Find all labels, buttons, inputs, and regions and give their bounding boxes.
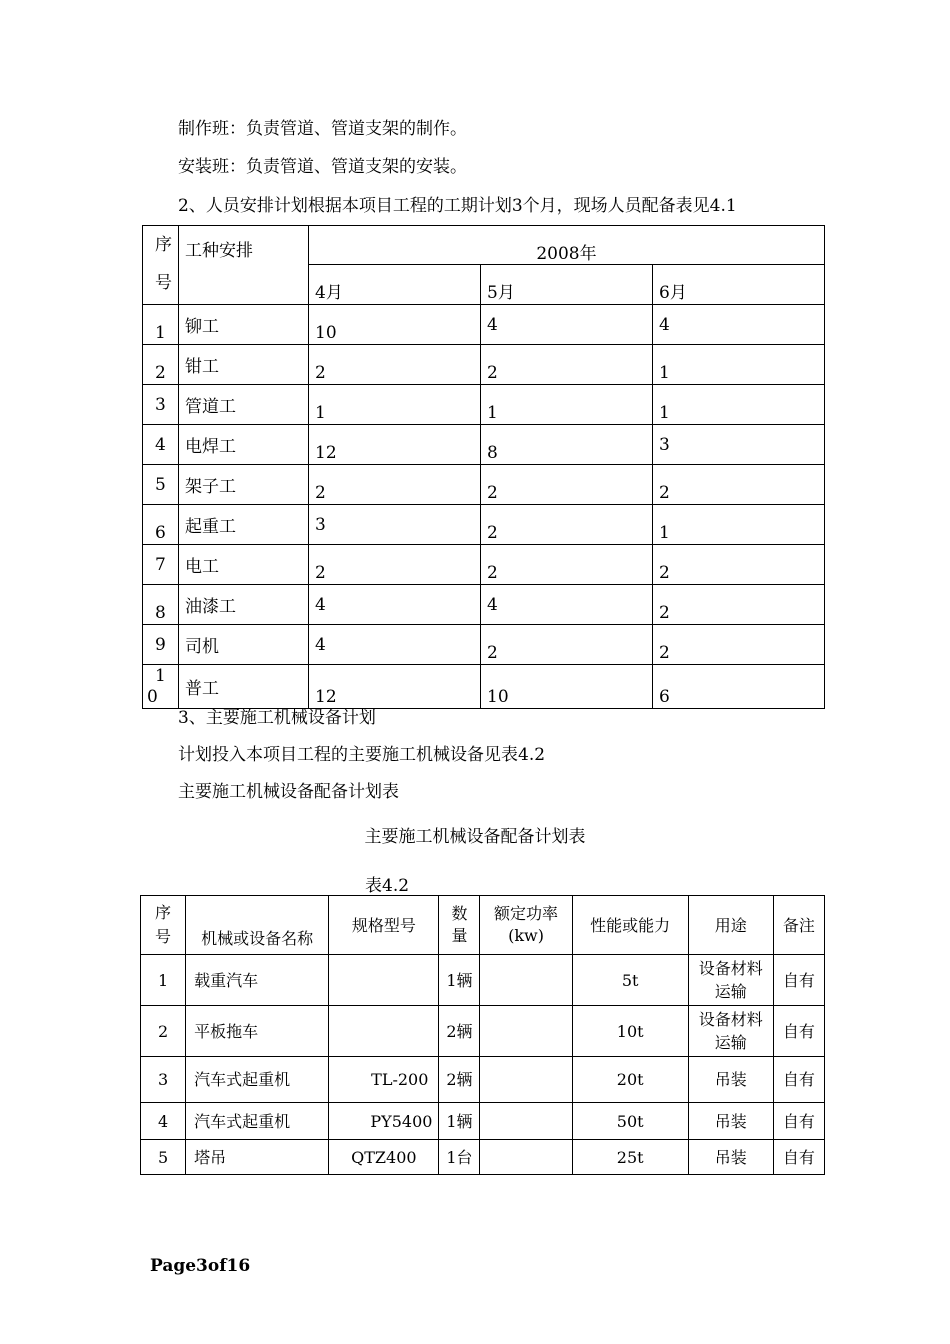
section-heading-equipment: 3、主要施工机械设备计划 — [178, 708, 376, 728]
header-capacity: 性能或能力 — [572, 896, 688, 955]
header-no: 序号 — [141, 896, 186, 955]
table-row: 4 汽车式起重机 PY5400 1辆 50t 吊装 自有 — [141, 1103, 825, 1140]
table-row: 1 铆工 10 4 4 — [143, 305, 825, 345]
table-row: 1 0 普工 12 10 6 — [143, 665, 825, 709]
table-row: 3 汽车式起重机 TL-200 2辆 20t 吊装 自有 — [141, 1057, 825, 1103]
paragraph-equipment-table-name: 主要施工机械设备配备计划表 — [178, 782, 399, 802]
paragraph-equipment-plan: 计划投入本项目工程的主要施工机械设备见表4.2 — [178, 745, 546, 765]
paragraph-staffing-plan: 2、人员安排计划根据本项目工程的工期计划3个月，现场人员配备表见4.1 — [178, 196, 737, 216]
header-year: 2008年 — [309, 226, 825, 265]
header-spec: 规格型号 — [329, 896, 439, 955]
table-row: 9 司机 4 2 2 — [143, 625, 825, 665]
header-no: 序 号 — [143, 226, 179, 305]
table2-caption: 表4.2 — [365, 876, 410, 896]
table-header-row — [141, 896, 825, 955]
table-header-row — [143, 226, 825, 265]
paragraph-production-team: 制作班：负责管道、管道支架的制作。 — [178, 119, 467, 139]
header-month-6: 6月 — [653, 265, 825, 305]
table-row: 3 管道工 1 1 1 — [143, 385, 825, 425]
table-row: 4 电焊工 12 8 3 — [143, 425, 825, 465]
header-use: 用途 — [688, 896, 773, 955]
equipment-table — [140, 895, 825, 1175]
page-footer: Page3of16 — [150, 1256, 251, 1276]
table-row: 6 起重工 3 2 1 — [143, 505, 825, 545]
table-row: 5 架子工 2 2 2 — [143, 465, 825, 505]
table2-title: 主要施工机械设备配备计划表 — [364, 827, 586, 847]
table-row: 7 电工 2 2 2 — [143, 545, 825, 585]
table-row: 5 塔吊 QTZ400 1台 25t 吊装 自有 — [141, 1140, 825, 1175]
header-note: 备注 — [773, 896, 824, 955]
header-month-5: 5月 — [481, 265, 653, 305]
header-job-type: 工种安排 — [179, 226, 309, 305]
header-power: 额定功率 (kw) — [480, 896, 572, 955]
staffing-table — [142, 225, 825, 709]
paragraph-installation-team: 安装班：负责管道、管道支架的安装。 — [178, 157, 467, 177]
header-qty: 数量 — [439, 896, 480, 955]
table-row: 2 钳工 2 2 1 — [143, 345, 825, 385]
table-row: 8 油漆工 4 4 2 — [143, 585, 825, 625]
header-name: 机械或设备名称 — [186, 896, 329, 955]
table-row: 1 载重汽车 1辆 5t 设备材料运输 自有 — [141, 955, 825, 1006]
table-row: 2 平板拖车 2辆 10t 设备材料运输 自有 — [141, 1006, 825, 1057]
header-month-4: 4月 — [309, 265, 481, 305]
